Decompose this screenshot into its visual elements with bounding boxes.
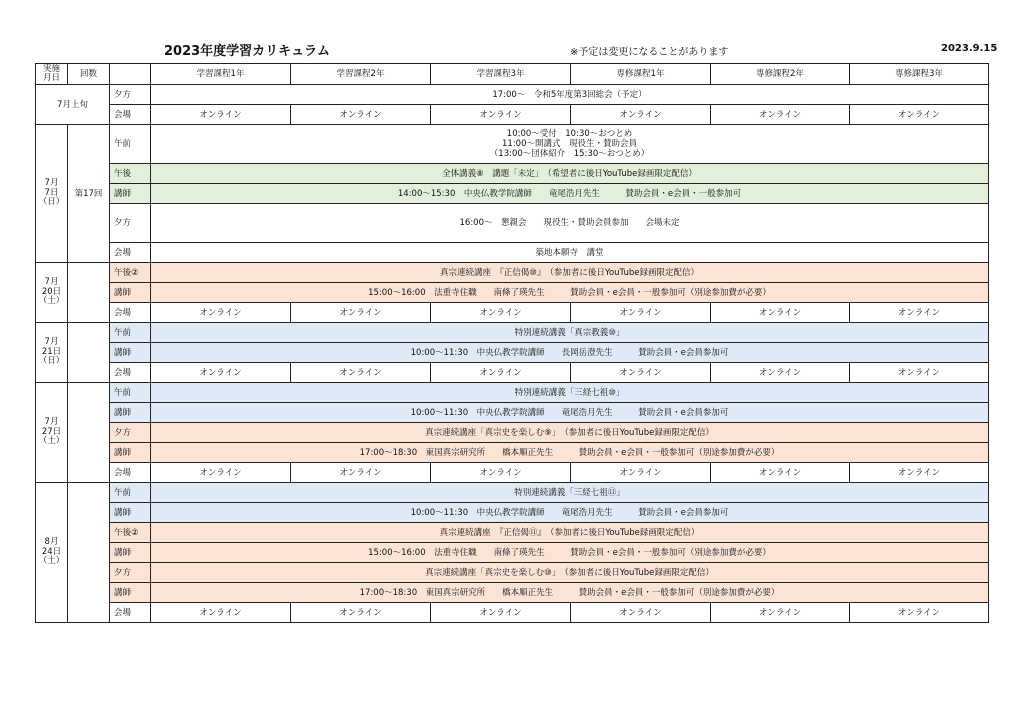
venue-row bbox=[36, 363, 989, 383]
venue-cell: オンライン bbox=[291, 603, 431, 623]
table-row bbox=[36, 543, 989, 563]
venue-cell: オンライン bbox=[291, 463, 431, 483]
date-header: 実施 月日 bbox=[36, 64, 68, 85]
venue-cell: オンライン bbox=[151, 463, 291, 483]
slot-label: 夕方 bbox=[110, 204, 151, 243]
table-row bbox=[36, 563, 989, 583]
page-title: 2023年度学習カリキュラム bbox=[164, 44, 331, 59]
slot-label: 午前 bbox=[110, 323, 151, 343]
event-cell: 10:00～11:30 中央仏教学院講師 長岡岳澄先生 賛助会員・e会員参加可 bbox=[151, 343, 989, 363]
curriculum-table bbox=[35, 63, 989, 623]
event-line: （13:00～団体紹介 15:30～おつとめ） bbox=[489, 149, 650, 159]
event-cell: 真宗連続講座「真宗史を楽しむ⑨」 （参加者に後日YouTube録画限定配信） bbox=[151, 423, 989, 443]
event-cell: 特別連続講義「三経七祖⑩」 bbox=[151, 383, 989, 403]
event-cell: 10:00～11:30 中央仏教学院講師 竜尾浩月先生 賛助会員・e会員参加可 bbox=[151, 503, 989, 523]
event-cell: 10:00～11:30 中央仏教学院講師 竜尾浩月先生 賛助会員・e会員参加可 bbox=[151, 403, 989, 423]
date-cell: 7月上旬 bbox=[36, 85, 110, 125]
slot-label: 夕方 bbox=[110, 85, 151, 105]
venue-cell: オンライン bbox=[151, 105, 291, 125]
table-row bbox=[36, 483, 989, 503]
slot-label: 講師 bbox=[110, 283, 151, 303]
slot-label: 講師 bbox=[110, 543, 151, 563]
session-cell bbox=[68, 323, 110, 383]
venue-row bbox=[36, 603, 989, 623]
event-line: 10:00～受付 10:30～おつとめ bbox=[506, 129, 633, 139]
slot-label: 会場 bbox=[110, 243, 151, 263]
venue-cell: オンライン bbox=[711, 363, 850, 383]
event-cell: 17:00～ 令和5年度第3回総会（予定） bbox=[151, 85, 989, 105]
table-row bbox=[36, 283, 989, 303]
venue-cell: オンライン bbox=[850, 463, 989, 483]
venue-cell: オンライン bbox=[291, 105, 431, 125]
venue-row bbox=[36, 303, 989, 323]
venue-cell: オンライン bbox=[151, 603, 291, 623]
session-cell bbox=[68, 263, 110, 323]
slot-label: 講師 bbox=[110, 184, 151, 204]
date-cell: 7月 27日 （土） bbox=[36, 383, 68, 483]
venue-cell: オンライン bbox=[151, 363, 291, 383]
slot-header bbox=[110, 64, 151, 85]
table-row bbox=[36, 263, 989, 283]
slot-label: 午後② bbox=[110, 523, 151, 543]
slot-label: 講師 bbox=[110, 403, 151, 423]
slot-label: 講師 bbox=[110, 443, 151, 463]
event-cell: 17:00～18:30 東国真宗研究所 橋本順正先生 賛助会員・e会員・一般参加可（別途参加費が必要） bbox=[151, 443, 989, 463]
revision-date: 2023.9.15 bbox=[941, 43, 998, 54]
course-header-5: 専修課程2年 bbox=[711, 64, 850, 85]
table-row bbox=[36, 204, 989, 243]
course-header-3: 学習課程3年 bbox=[431, 64, 571, 85]
session-cell bbox=[68, 483, 110, 623]
course-header-1: 学習課程1年 bbox=[151, 64, 291, 85]
slot-label: 午後 bbox=[110, 164, 151, 184]
venue-row bbox=[36, 105, 989, 125]
table-row bbox=[36, 383, 989, 403]
event-cell: 14:00～15:30 中央仏教学院講師 竜尾浩月先生 賛助会員・e会員・一般参加可 bbox=[151, 184, 989, 204]
course-header-6: 専修課程3年 bbox=[850, 64, 989, 85]
course-header-4: 専修課程1年 bbox=[571, 64, 711, 85]
venue-cell: 築地本願寺 講堂 bbox=[151, 243, 989, 263]
slot-label: 講師 bbox=[110, 503, 151, 523]
session-header: 回数 bbox=[68, 64, 110, 85]
event-cell bbox=[151, 125, 989, 164]
slot-label: 午後② bbox=[110, 263, 151, 283]
venue-cell: オンライン bbox=[711, 603, 850, 623]
slot-label: 会場 bbox=[110, 463, 151, 483]
table-row bbox=[36, 184, 989, 204]
date-cell: 7月 20日 （土） bbox=[36, 263, 68, 323]
table-row bbox=[36, 503, 989, 523]
venue-cell: オンライン bbox=[431, 463, 571, 483]
slot-label: 講師 bbox=[110, 583, 151, 603]
session-cell: 第17回 bbox=[68, 125, 110, 263]
slot-label: 会場 bbox=[110, 603, 151, 623]
event-cell: 15:00～16:00 法重寺住職 南條了瑛先生 賛助会員・e会員・一般参加可（別途参加費が必要） bbox=[151, 283, 989, 303]
venue-cell: オンライン bbox=[571, 363, 711, 383]
table-row bbox=[36, 403, 989, 423]
slot-label: 午前 bbox=[110, 125, 151, 164]
date-cell: 7月 21日 （日） bbox=[36, 323, 68, 383]
course-header-2: 学習課程2年 bbox=[291, 64, 431, 85]
table-row bbox=[36, 164, 989, 184]
venue-cell: オンライン bbox=[431, 603, 571, 623]
venue-cell: オンライン bbox=[571, 463, 711, 483]
event-cell: 真宗連続講座 『正信偈⑪』 （参加者に後日YouTube録画限定配信） bbox=[151, 523, 989, 543]
venue-cell: オンライン bbox=[291, 303, 431, 323]
venue-cell: オンライン bbox=[711, 303, 850, 323]
event-cell: 16:00～ 懇親会 現役生・賛助会員参加 会場未定 bbox=[151, 204, 989, 243]
venue-cell: オンライン bbox=[571, 303, 711, 323]
venue-cell: オンライン bbox=[291, 363, 431, 383]
event-cell: 特別連続講義「真宗教義⑩」 bbox=[151, 323, 989, 343]
slot-label: 夕方 bbox=[110, 563, 151, 583]
event-cell: 真宗連続講座 『正信偈⑩』 （参加者に後日YouTube録画限定配信） bbox=[151, 263, 989, 283]
venue-row bbox=[36, 463, 989, 483]
slot-label: 会場 bbox=[110, 105, 151, 125]
venue-cell: オンライン bbox=[431, 363, 571, 383]
slot-label: 午前 bbox=[110, 483, 151, 503]
header-row bbox=[36, 64, 989, 85]
venue-cell: オンライン bbox=[850, 303, 989, 323]
slot-label: 会場 bbox=[110, 303, 151, 323]
table-row bbox=[36, 443, 989, 463]
event-cell: 全体講義⑧ 講題「未定」 （希望者に後日YouTube録画限定配信） bbox=[151, 164, 989, 184]
venue-cell: オンライン bbox=[850, 105, 989, 125]
venue-cell: オンライン bbox=[711, 105, 850, 125]
date-cell: 8月 24日 （土） bbox=[36, 483, 68, 623]
event-cell: 真宗連続講座「真宗史を楽しむ⑩」 （参加者に後日YouTube録画限定配信） bbox=[151, 563, 989, 583]
venue-cell: オンライン bbox=[711, 463, 850, 483]
venue-cell: オンライン bbox=[571, 105, 711, 125]
slot-label: 夕方 bbox=[110, 423, 151, 443]
event-cell: 15:00～16:00 法重寺住職 南條了瑛先生 賛助会員・e会員・一般参加可（別途参加費が必要） bbox=[151, 543, 989, 563]
event-cell: 特別連続講義「三経七祖⑪」 bbox=[151, 483, 989, 503]
venue-row bbox=[36, 243, 989, 263]
table-row bbox=[36, 523, 989, 543]
session-cell bbox=[68, 383, 110, 483]
venue-cell: オンライン bbox=[431, 105, 571, 125]
table-row bbox=[36, 583, 989, 603]
venue-cell: オンライン bbox=[431, 303, 571, 323]
table-row bbox=[36, 423, 989, 443]
slot-label: 午前 bbox=[110, 383, 151, 403]
event-line: 11:00～開講式 現役生・賛助会員 bbox=[502, 139, 637, 149]
table-row bbox=[36, 343, 989, 363]
venue-cell: オンライン bbox=[151, 303, 291, 323]
date-cell: 7月 7日 （日） bbox=[36, 125, 68, 263]
table-row bbox=[36, 125, 989, 164]
table-row bbox=[36, 85, 989, 105]
venue-cell: オンライン bbox=[850, 363, 989, 383]
event-cell: 17:00～18:30 東国真宗研究所 橋本順正先生 賛助会員・e会員・一般参加可（別途参加費が必要） bbox=[151, 583, 989, 603]
slot-label: 講師 bbox=[110, 343, 151, 363]
table-row bbox=[36, 323, 989, 343]
slot-label: 会場 bbox=[110, 363, 151, 383]
venue-cell: オンライン bbox=[571, 603, 711, 623]
venue-cell: オンライン bbox=[850, 603, 989, 623]
change-notice: ※予定は変更になることがあります bbox=[570, 47, 729, 58]
